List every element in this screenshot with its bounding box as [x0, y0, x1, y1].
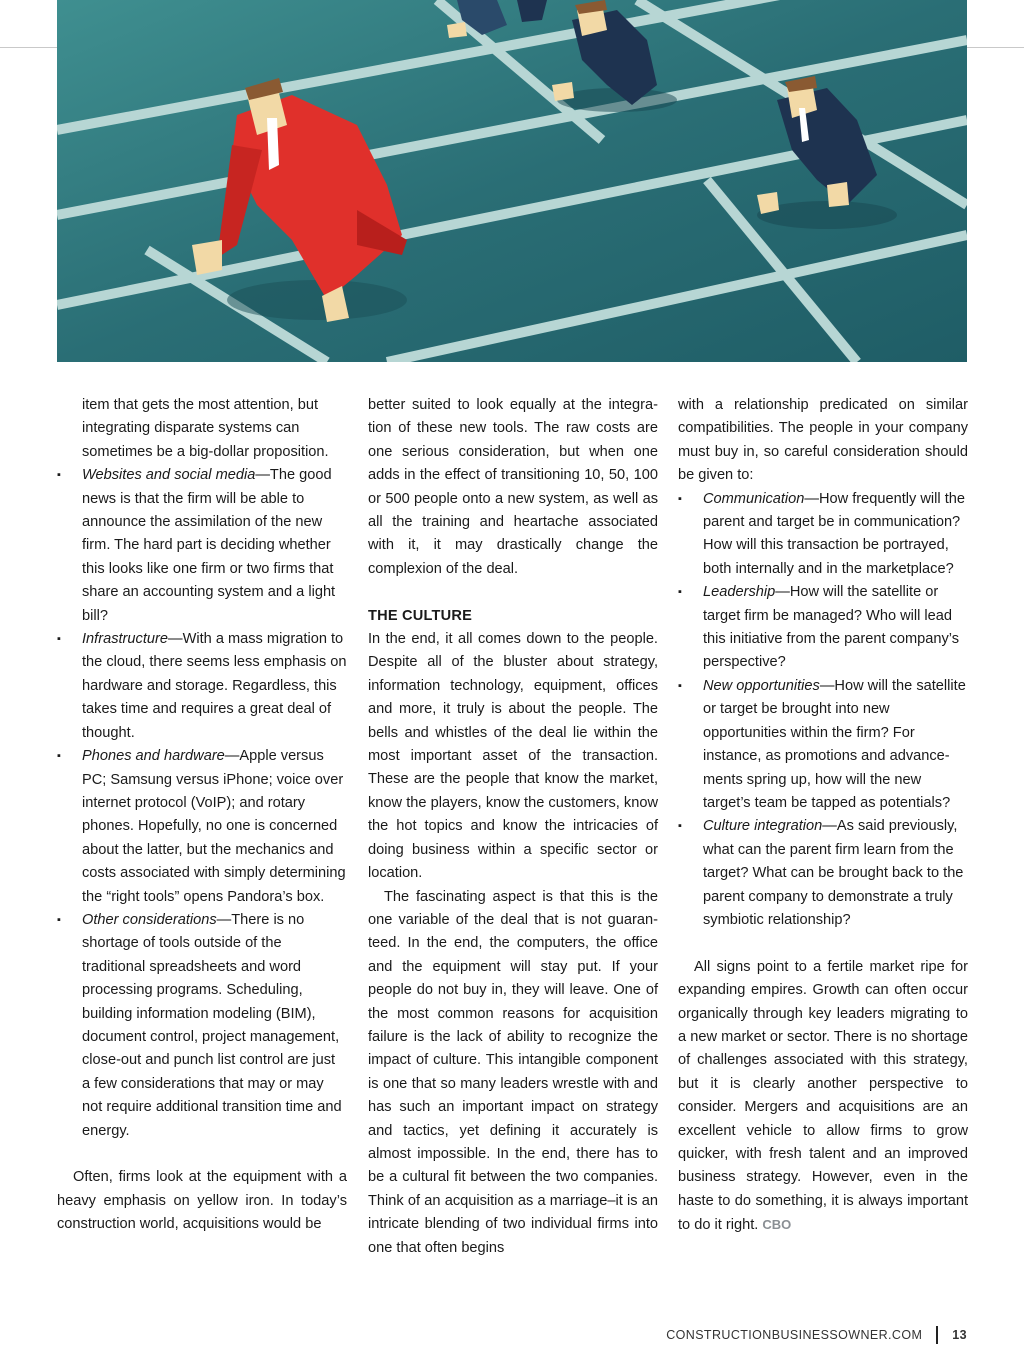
bullet-text: —How frequently will the parent and target be in communication? How will this transaction be portrayed, both internally and in the marketplace? — [703, 490, 965, 577]
body-paragraph — [678, 956, 968, 1238]
bullet-text: —There is no shortage of tools outside of the traditional spreadsheets and word processing programs. Scheduling, building information modeling (BIM), document control, project management, close-out and punch list control are just a few considerations that may or may not require additional transition time and energy. — [82, 911, 342, 1139]
bullet-item — [678, 675, 968, 815]
text-column-2 — [368, 394, 658, 1260]
body-paragraph: In the end, it all comes down to the people. Despite all of the bluster about strategy, information technology, equipment, offices and more, it truly is about the people. The bells and whistles of the deal lie within the most important asset of the transaction. These are the people that know the market, know the players, know the customers, know the hot topics and know the intricacies of doing business within a specific sector or location. — [368, 631, 658, 882]
top-rule-right — [967, 47, 1024, 48]
bullet-text: —How will the satellite or target firm be managed? Who will lead this initiative from the parent company’s perspective? — [703, 584, 960, 671]
bullet-item — [57, 909, 347, 1143]
bullet-item — [57, 745, 347, 909]
body-paragraph: with a relationship predicated on similar compatibilities. The people in your company must buy in, so careful consideration should be given to: — [678, 397, 968, 484]
body-paragraph: The fascinating aspect is that this is the one variable of the deal that is not guaranteed. In the end, the computers, the office and the equipment will stay put. If your people do not buy in, they will leave. One of the most common reasons for acquisition failure is the lack of ability to recognize the impact of culture. This intangible component is one that so many leaders wrestle with and has such an important impact on strategy and tactics, yet defining it accurately is almost impossible. In the end, there has to be a cultural fit between the two companies. Think of an acquisition as a marriage–it is an intricate blending of two individual firms into one that often begins — [368, 888, 658, 1256]
bullet-term: Communication — [703, 490, 805, 507]
page-number: 13 — [952, 1328, 967, 1342]
footer-site-url: CONSTRUCTIONBUSINESSOWNER.COM — [666, 1328, 923, 1342]
body-paragraph: Often, firms look at the equipment with a heavy emphasis on yellow iron. In today’s construction world, acquisitions would be — [57, 1169, 347, 1233]
bullet-continued — [57, 394, 347, 464]
text-column-1 — [57, 394, 347, 1237]
bullet-term: New opportunities — [703, 677, 820, 694]
bullet-item — [678, 815, 968, 932]
bullet-text: —With a mass migration to the cloud, there seems less emphasis on hardware and storage. Regardless, this takes time and requires a great deal of thought. — [82, 631, 347, 741]
culture-bullet-list — [678, 488, 968, 933]
spacer — [678, 932, 968, 955]
section-heading: THE CULTURE — [368, 607, 473, 624]
signoff-mark: CBO — [762, 1217, 792, 1233]
bullet-term: Culture integration — [703, 818, 823, 835]
bullet-term: Other considerations — [82, 911, 217, 928]
spacer — [57, 1143, 347, 1166]
bullet-text: —How will the satellite or target be brought into new opportunities within the firm? For instance, as promotions and advancements spring up, how will the new target’s team be tapped as potentials? — [703, 677, 966, 811]
runners-at-starting-line-illustration — [57, 0, 967, 362]
bullet-term: Phones and hardware — [82, 748, 225, 765]
bullet-item — [678, 488, 968, 582]
bullet-item — [678, 581, 968, 675]
footer-divider — [936, 1326, 938, 1344]
bullet-term: Infrastructure — [82, 631, 168, 648]
bullet-text: —The good news is that the firm will be able to announce the assimilation of the new firm. The hard part is deciding whether this looks like one firm or two firms that share an accounting system and a light bill? — [82, 467, 336, 624]
bullet-term: Leadership — [703, 584, 776, 601]
closing-text: All signs point to a fertile market ripe for expanding empires. Growth can often occur organically through key leaders migrating to a new market or sector. There is no shortage of challenges associated with this strategy, but it is clearly another perspective to consider. Mergers and acquisitions are an excellent vehicle to allow firms to grow quicker, with fresh talent and an improved business strategy. However, even in the haste to do something, it is always important to do it right. — [678, 958, 968, 1234]
bullet-term: Websites and social media — [82, 467, 256, 484]
text-column-3 — [678, 394, 968, 1238]
bullet-text: —As said previously, what can the parent firm learn from the target? What can be brought back to the parent company to demonstrate a truly symbiotic relationship? — [703, 818, 964, 928]
bullet-text: —Apple versus PC; Samsung versus iPhone; voice over internet protocol (VoIP); and rotary phones. Hopefully, no one is concerned about the latter, but the mechanics and costs associated with simply determining the “right tools” opens Pandora’s box. — [82, 748, 346, 905]
top-rule-left — [0, 47, 57, 48]
page-footer — [666, 1326, 967, 1344]
body-paragraph: better suited to look equally at the integration of these new tools. The raw costs are one serious consideration, but when one adds in the effect of transitioning 10, 50, 100 or 500 people onto a new system, as well as all the training and heartache associated with it, it may drastically change the complexion of the deal. — [368, 397, 658, 577]
bullet-item — [57, 628, 347, 745]
spacer — [368, 581, 658, 604]
hero-illustration — [57, 0, 967, 362]
bullet-continued-text: item that gets the most attention, but integrating disparate systems can sometimes be a big-dollar proposition. — [82, 397, 329, 460]
tools-bullet-list — [57, 394, 347, 1143]
bullet-item — [57, 464, 347, 628]
